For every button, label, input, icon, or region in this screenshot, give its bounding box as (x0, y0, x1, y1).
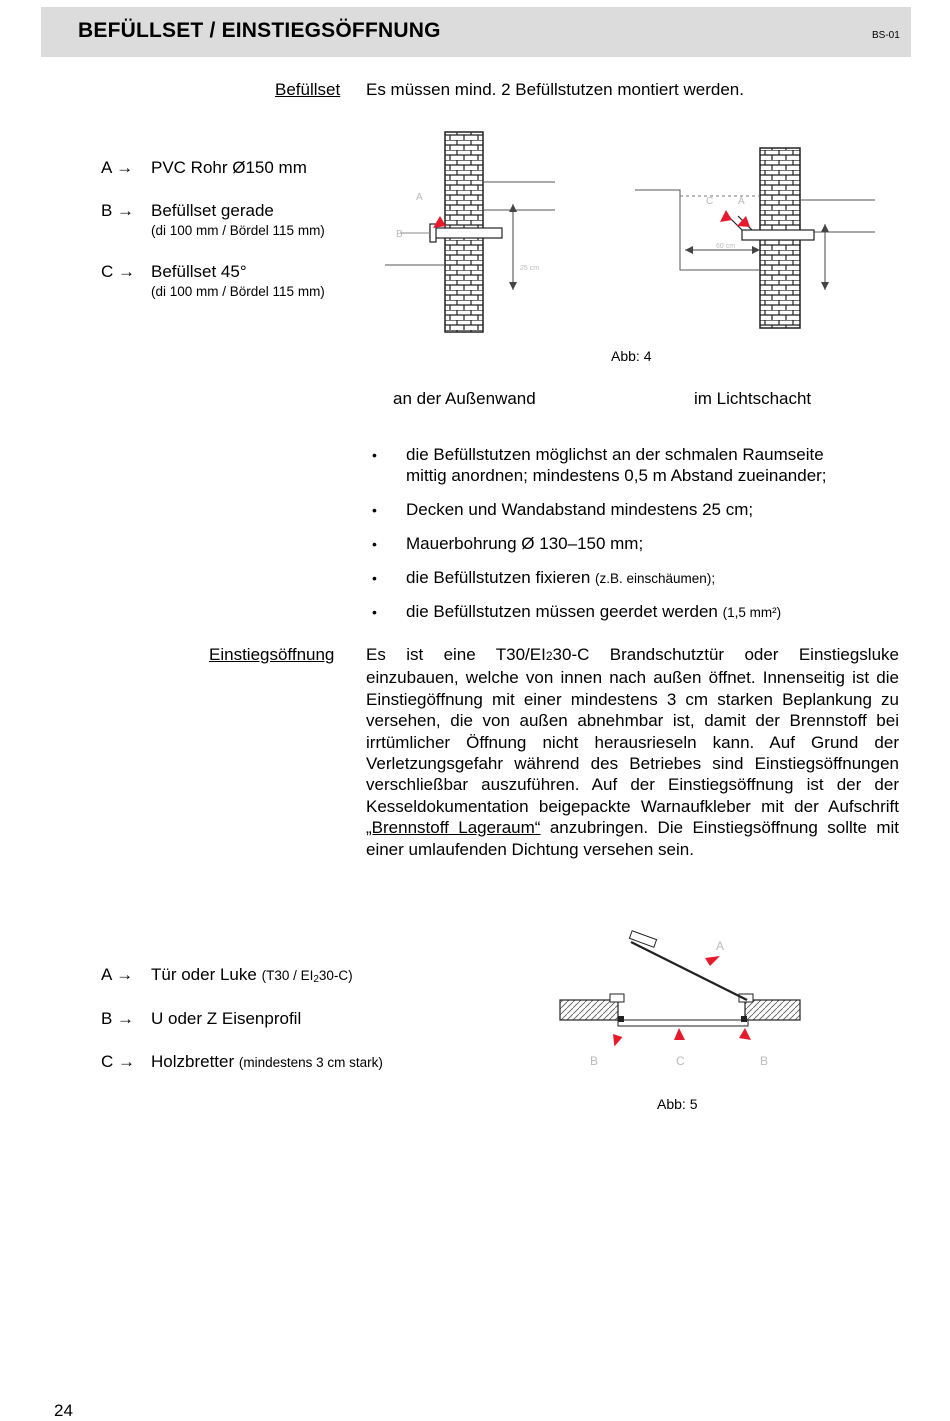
page-code: BS-01 (872, 30, 900, 41)
bullet-item-5-text: die Befüllstutzen müssen geerdet werden (406, 602, 718, 621)
legend-text-b: Befüllset gerade (151, 201, 274, 220)
einstieg-para-sub: 2 (545, 649, 553, 663)
diagram-mark-c-right: C (706, 196, 714, 207)
befuellset-label: Befüllset (275, 80, 341, 99)
legend2-text-b: U oder Z Eisenprofil (151, 1009, 302, 1028)
legend-text-a: PVC Rohr Ø150 mm (151, 158, 307, 177)
diagram-mark-a-left: A (416, 192, 423, 203)
bullet-item-1-line1: die Befüllstutzen möglichst an der schmalen Raumseite (406, 445, 824, 464)
abb5-mark-a: A (716, 939, 725, 953)
bullet-item-4-text: die Befüllstutzen fixieren (406, 568, 591, 587)
bullet-item-4 (406, 567, 715, 589)
abb5-mark-c: C (676, 1054, 685, 1068)
bullet-marker: • (372, 536, 377, 552)
page-title: BEFÜLLSET / EINSTIEGSÖFFNUNG (78, 19, 441, 42)
figure-label-light-shaft: im Lichtschacht (694, 389, 812, 408)
bullet-item-5 (406, 601, 781, 623)
legend2-key-c: C → (101, 1052, 135, 1071)
bullet-item-4-note: (z.B. einschäumen); (595, 571, 716, 586)
legend2-note-post: 30-C) (318, 968, 353, 983)
diagram-dim-wall: 25 cm (520, 265, 540, 272)
legend2-note-sub: 2 (313, 974, 319, 985)
bullet-item-1 (406, 444, 827, 486)
einstieg-para-part3: anzubringen. Die Einstiegsöffnung sollte mit einer umlaufenden Dichtung versehen sein. (366, 818, 899, 859)
legend2-text-a (151, 965, 353, 985)
legend2-text-a-note (262, 968, 353, 983)
figure-abb4-diagram (380, 120, 880, 340)
legend-key-a: A → (101, 158, 134, 177)
einstieg-label: Einstiegsöffnung (209, 645, 335, 664)
einstieg-warning-label: „Brennstoff Lageraum“ (366, 818, 541, 838)
page-number: 24 (54, 1401, 73, 1420)
bullet-marker: • (372, 570, 377, 586)
legend2-text-a-main: Tür oder Luke (151, 965, 257, 984)
legend2-text-c (151, 1052, 383, 1072)
legend-key-b: B → (101, 201, 135, 220)
legend2-text-c-note: (mindestens 3 cm stark) (238, 1055, 383, 1070)
figure-caption-abb4: Abb: 4 (611, 348, 652, 364)
legend2-note-pre: (T30 / EI (261, 968, 314, 983)
figure-caption-abb5: Abb: 5 (657, 1096, 698, 1112)
einstieg-paragraph (366, 644, 899, 860)
legend2-key-b: B → (101, 1009, 135, 1028)
befuellset-intro: Es müssen mind. 2 Befüllstutzen montiert werden. (366, 80, 744, 99)
legend-key-c: C → (101, 262, 135, 281)
legend2-text-c-main: Holzbretter (151, 1052, 235, 1071)
figure-label-outer-wall: an der Außenwand (393, 389, 536, 408)
legend2-key-a: A → (101, 965, 134, 984)
light-shaft-wall-right (635, 148, 875, 328)
legend-sub-b: (di 100 mm / Bördel 115 mm) (151, 223, 325, 238)
bullet-marker: • (372, 447, 377, 463)
bullet-marker: • (372, 604, 377, 620)
bullet-marker: • (372, 502, 377, 518)
diagram-mark-b-left: B (396, 229, 403, 240)
outer-wall-left (385, 132, 555, 332)
abb5-mark-b-left: B (590, 1054, 599, 1068)
legend-text-c: Befüllset 45° (151, 262, 247, 281)
bullet-item-1-line2: mittig anordnen; mindestens 0,5 m Abstand zueinander; (406, 466, 827, 485)
legend-sub-c: (di 100 mm / Bördel 115 mm) (151, 284, 325, 299)
diagram-dim-distance: 60 cm (716, 243, 736, 250)
einstieg-para-part1: Es ist eine T30/EI (366, 645, 546, 664)
bullet-item-5-note: (1,5 mm²) (722, 605, 782, 620)
einstieg-para-part2: 30-C Brandschutztür oder Einstiegsluke einzubauen, welche von innen nach außen öffnet. Innenseitig ist die Einstiegöffnung mit einer mindestens 3 cm starken Beplankung zu versehen, die von außen abnehmbar ist, damit der Brennstoff bei irrtümlicher Öffnung nicht herausrieseln kann. Auf Grund der Verletzungsgefahr während des Betriebes sind Einstiegsöffnungen verschließbar auszuführen. Auf der Einstiegsöffnung ist der der Kesseldokumentation beigepackte Warnaufkleber mit der Aufschrift (366, 645, 899, 816)
bullet-item-3: Mauerbohrung Ø 130–150 mm; (406, 534, 644, 553)
abb5-mark-b-right: B (760, 1054, 769, 1068)
figure-abb5-diagram (555, 930, 805, 1075)
bullet-item-2: Decken und Wandabstand mindestens 25 cm; (406, 500, 754, 519)
diagram-mark-a-right: A (738, 196, 745, 207)
